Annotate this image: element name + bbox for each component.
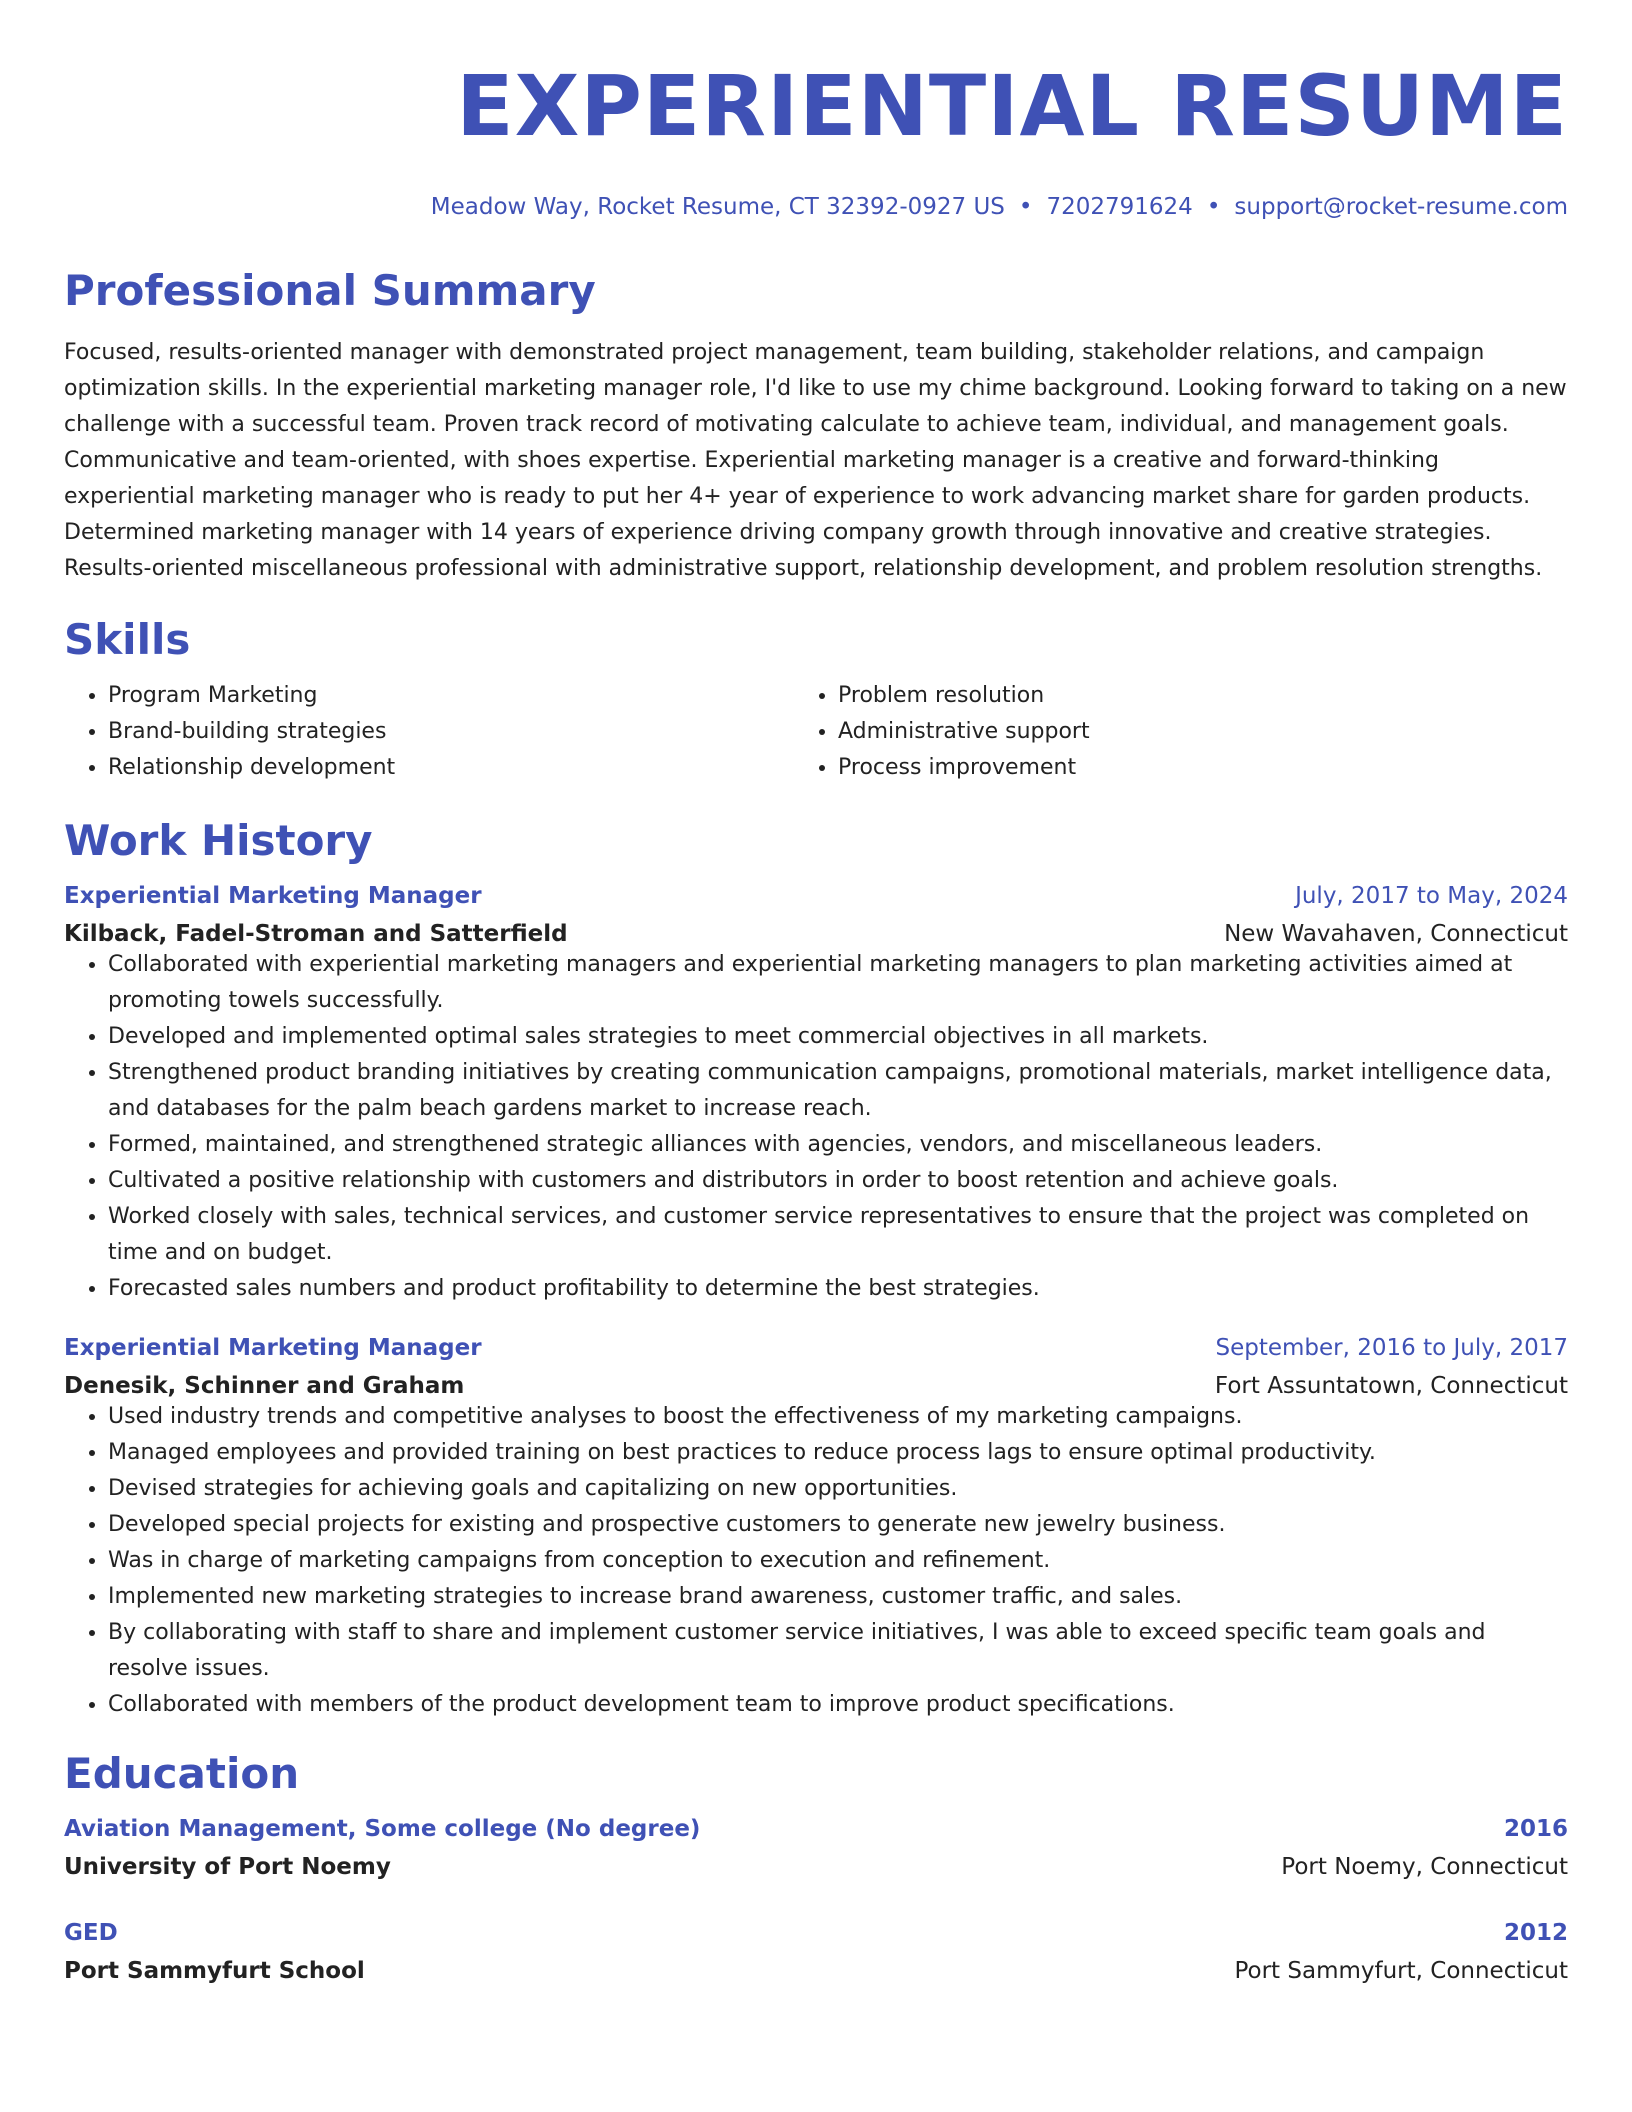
job-bullet: • Devised strategies for achieving goals and capitalizing on new opportunities. bbox=[108, 1471, 1568, 1507]
job-bullet: • Strengthened product branding initiatives by creating communication campaigns, promotional materials, market intelligence data, and databases for the palm beach gardens market to increase reach. bbox=[108, 1055, 1568, 1127]
job-bullets bbox=[64, 1399, 1568, 1723]
summary-heading: Professional Summary bbox=[64, 266, 596, 315]
education-school: Port Sammyfurt School bbox=[64, 1958, 365, 1984]
education-header bbox=[64, 1920, 1568, 1946]
job-bullet: • Collaborated with experiential marketing managers and experiential marketing managers to plan marketing activities aimed at promoting towels successfully. bbox=[108, 947, 1568, 1019]
education-location: Port Noemy, Connecticut bbox=[1281, 1854, 1568, 1880]
education-subheader bbox=[64, 1854, 1568, 1880]
summary-text: Focused, results-oriented manager with demonstrated project management, team building, stakeholder relations, and campaign optimization skills. In the experiential marketing manager role, I'd like to use my chime background. Looking forward to taking on a new challenge with a successful team. Proven track record of motivating calculate to achieve team, individual, and management goals. Communicative and team-oriented, with shoes expertise. Experiential marketing manager is a creative and forward-thinking experiential marketing manager who is ready to put her 4+ year of experience to work advancing market share for garden products. Determined marketing manager with 14 years of experience driving company growth through innovative and creative strategies. Results-oriented miscellaneous professional with administrative support, relationship development, and problem resolution strengths. bbox=[64, 340, 1567, 581]
skill-item: • Brand-building strategies bbox=[108, 714, 816, 750]
job-subheader bbox=[64, 921, 1568, 947]
job-bullet: • Implemented new marketing strategies to increase brand awareness, customer traffic, and sales. bbox=[108, 1579, 1568, 1615]
contact-address: Meadow Way, Rocket Resume, CT 32392-0927 US bbox=[430, 194, 1005, 220]
job-bullet: • By collaborating with staff to share and implement customer service initiatives, I was able to exceed specific team goals and resolve issues. bbox=[108, 1615, 1568, 1687]
skills-list bbox=[64, 678, 1568, 786]
job-bullet: • Forecasted sales numbers and product profitability to determine the best strategies. bbox=[108, 1271, 1568, 1307]
job-employer: Kilback, Fadel-Stroman and Satterfield bbox=[64, 921, 568, 947]
education-degree: GED bbox=[64, 1920, 118, 1946]
education-year: 2012 bbox=[1503, 1920, 1568, 1946]
job-header bbox=[64, 1335, 1568, 1361]
education-degree: Aviation Management, Some college (No degree) bbox=[64, 1816, 701, 1842]
skill-item: • Program Marketing bbox=[108, 678, 816, 714]
job-location: New Wavahaven, Connecticut bbox=[1224, 921, 1568, 947]
job-entry bbox=[64, 883, 1568, 1307]
education-heading: Education bbox=[64, 1749, 300, 1798]
job-title: Experiential Marketing Manager bbox=[64, 1335, 482, 1361]
education-location: Port Sammyfurt, Connecticut bbox=[1234, 1958, 1568, 1984]
job-dates: September, 2016 to July, 2017 bbox=[1215, 1335, 1568, 1361]
resume-name: EXPERIENTIAL RESUME bbox=[456, 57, 1568, 155]
job-title: Experiential Marketing Manager bbox=[64, 883, 482, 909]
education-year: 2016 bbox=[1503, 1816, 1568, 1842]
skills-column-right bbox=[816, 678, 1568, 786]
job-subheader bbox=[64, 1373, 1568, 1399]
job-bullet: • Collaborated with members of the product development team to improve product specifications. bbox=[108, 1687, 1568, 1723]
job-dates: July, 2017 to May, 2024 bbox=[1295, 883, 1568, 909]
job-header bbox=[64, 883, 1568, 909]
skill-item: • Problem resolution bbox=[838, 678, 1568, 714]
work-history-heading: Work History bbox=[64, 816, 373, 865]
job-employer: Denesik, Schinner and Graham bbox=[64, 1373, 465, 1399]
job-bullet: • Managed employees and provided training on best practices to reduce process lags to ensure optimal productivity. bbox=[108, 1435, 1568, 1471]
job-bullet: • Was in charge of marketing campaigns from conception to execution and refinement. bbox=[108, 1543, 1568, 1579]
contact-line bbox=[64, 194, 1568, 220]
contact-separator: • bbox=[1206, 194, 1221, 220]
contact-email: support@rocket-resume.com bbox=[1234, 194, 1568, 220]
job-bullet: • Developed special projects for existing and prospective customers to generate new jewelry business. bbox=[108, 1507, 1568, 1543]
job-bullet: • Worked closely with sales, technical services, and customer service representatives to ensure that the project was completed on time and on budget. bbox=[108, 1199, 1568, 1271]
job-bullet: • Cultivated a positive relationship with customers and distributors in order to boost retention and achieve goals. bbox=[108, 1163, 1568, 1199]
education-subheader bbox=[64, 1958, 1568, 1984]
contact-phone: 7202791624 bbox=[1046, 194, 1193, 220]
education-entry bbox=[64, 1920, 1568, 1984]
skill-item: • Process improvement bbox=[838, 750, 1568, 786]
education-entry bbox=[64, 1816, 1568, 1880]
skills-heading: Skills bbox=[64, 615, 191, 664]
job-bullet: • Formed, maintained, and strengthened strategic alliances with agencies, vendors, and miscellaneous leaders. bbox=[108, 1127, 1568, 1163]
job-bullet: • Developed and implemented optimal sales strategies to meet commercial objectives in all markets. bbox=[108, 1019, 1568, 1055]
skills-column-left bbox=[64, 678, 816, 786]
job-bullet: • Used industry trends and competitive analyses to boost the effectiveness of my marketing campaigns. bbox=[108, 1399, 1568, 1435]
job-bullets bbox=[64, 947, 1568, 1307]
job-entry bbox=[64, 1335, 1568, 1723]
education-header bbox=[64, 1816, 1568, 1842]
skill-item: • Administrative support bbox=[838, 714, 1568, 750]
contact-separator: • bbox=[1018, 194, 1033, 220]
skill-item: • Relationship development bbox=[108, 750, 816, 786]
job-location: Fort Assuntatown, Connecticut bbox=[1214, 1373, 1568, 1399]
education-school: University of Port Noemy bbox=[64, 1854, 391, 1880]
